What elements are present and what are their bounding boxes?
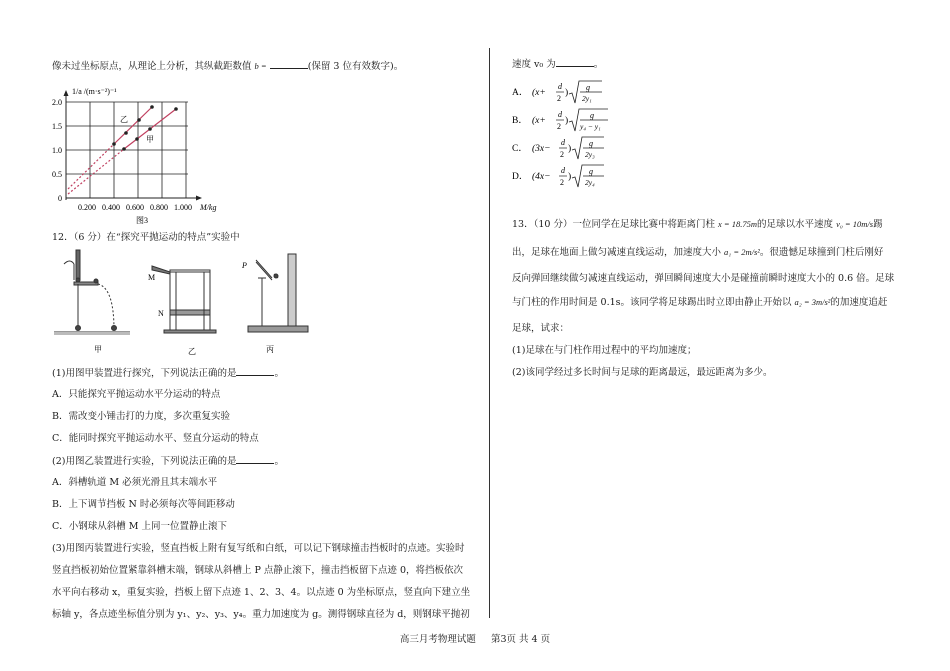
q13-text-4: 与门柱的作用时间是 0.1s。该同学将足球踢出时立即由静止开始以 — [512, 297, 792, 308]
svg-text:(x+: (x+ — [532, 88, 546, 98]
svg-text:(3x−: (3x− — [532, 144, 551, 154]
q12-part2-text: (2)用图乙装置进行实验，下列说法正确的是 — [52, 456, 237, 467]
x-tick: 0.600 — [126, 203, 144, 212]
q12-part3-line: 水平向右移动 x，重复实验，挡板上留下点迹 1、2、3、4。以点迹 0 为坐标原点，竖直向下建立坐 — [52, 587, 471, 598]
svg-text:g: g — [589, 167, 593, 176]
q12-1-option-c: C．能同时探究平抛运动水平、竖直分运动的特点 — [52, 433, 259, 444]
x-tick: 1.000 — [174, 203, 192, 212]
q12-2-option-c: C．小钢球从斜槽 M 上同一位置静止滚下 — [52, 521, 228, 532]
intro-tail: (保留 3 位有效数字)。 — [307, 61, 404, 72]
y-tick: 0 — [58, 194, 62, 203]
svg-text:d: d — [561, 166, 565, 175]
intro-text: 像未过坐标原点，从理论上分析，其纵截距数值 — [52, 61, 252, 72]
label-N: N — [158, 309, 164, 318]
svg-text:d: d — [558, 110, 562, 119]
label-P: P — [242, 261, 247, 270]
svg-text:(x+: (x+ — [532, 116, 546, 126]
series-label-yi: 乙 — [120, 115, 128, 124]
option-d — [512, 162, 632, 190]
series-jia-dashed — [68, 149, 124, 194]
label-jia: 甲 — [94, 345, 102, 354]
svg-text:2: 2 — [557, 94, 561, 103]
svg-text:d: d — [561, 138, 565, 147]
footer-page: 第3页 共 4 页 — [490, 634, 551, 645]
svg-text:2: 2 — [560, 150, 564, 159]
label-M: M — [148, 273, 156, 282]
x-unit: M/kg — [200, 203, 217, 212]
q12-2-option-b: B．上下调节挡板 N 时必须每次等间距移动 — [52, 499, 235, 510]
y-tick: 2.0 — [52, 98, 62, 107]
continuation-line — [512, 57, 603, 71]
y-tick: 1.5 — [52, 122, 62, 131]
svg-text:g: g — [589, 139, 593, 148]
q13-text-2b: 。很遗憾足球撞到门柱后刚好 — [759, 247, 884, 258]
apparatus-figures — [52, 248, 322, 360]
svg-text:g: g — [586, 83, 590, 92]
intro-b: b = — [254, 61, 267, 71]
q12-1-option-b: B．需改变小锤击打的力度，多次重复实验 — [52, 411, 230, 422]
svg-text:A．: A． — [512, 88, 529, 98]
svg-text:d: d — [558, 82, 562, 91]
q12-part1 — [52, 366, 284, 380]
q13-text-2: 出，足球在地面上做匀减速直线运动，加速度大小 — [512, 247, 722, 258]
page-footer — [0, 631, 950, 645]
formula-a — [512, 78, 632, 106]
q12-part3-line: (3)用图丙装置进行实验，竖直挡板上附有复写纸和白纸，可以记下钢球撞击挡板时的点迹。实验时 — [52, 543, 465, 554]
graph-figure-3 — [48, 82, 248, 232]
q13-line-4 — [512, 296, 887, 309]
apparatus-jia — [54, 250, 130, 335]
q13-accel-2: a₂ = 3m/s² — [794, 297, 831, 307]
q12-part1-end: 。 — [274, 368, 284, 379]
formula-d — [512, 162, 632, 190]
y-axis-label: 1/a /(m·s⁻²)⁻¹ — [72, 87, 117, 96]
q12-part1-text: (1)用图甲装置进行探究，下列说法正确的是 — [52, 368, 237, 379]
series-yi-dashed — [68, 144, 114, 189]
svg-text:2y₃: 2y₃ — [585, 150, 595, 159]
svg-text:): ) — [568, 144, 572, 154]
formula-b — [512, 106, 632, 134]
answer-blank-2 — [236, 454, 274, 464]
svg-text:2: 2 — [560, 178, 564, 187]
continuation-end: 。 — [593, 59, 604, 70]
svg-text:C．: C． — [512, 144, 528, 154]
formula-c — [512, 134, 632, 162]
series-label-jia: 甲 — [146, 135, 154, 144]
q12-part3-line: 标轴 y，各点迹坐标值分别为 y₁、y₂、y₃、y₄。重力加速度为 g。测得钢球直径为 d，则钢球平抛初 — [52, 609, 470, 620]
svg-text:(4x−: (4x− — [532, 172, 551, 182]
q13-accel-1: a₁ = 2m/s² — [724, 247, 760, 257]
svg-text:2: 2 — [557, 122, 561, 131]
svg-text:y₄ − y₁: y₄ − y₁ — [580, 122, 601, 131]
footer-title: 高三月考物理试题 — [399, 634, 476, 645]
svg-text:): ) — [568, 172, 572, 182]
answer-blank-1 — [236, 366, 274, 376]
q12-part2 — [52, 454, 284, 468]
apparatus-bing — [248, 254, 308, 332]
svg-text:): ) — [565, 88, 569, 98]
answer-blank-v0 — [556, 57, 594, 67]
column-divider — [489, 48, 490, 618]
label-yi: 乙 — [188, 347, 196, 356]
apparatus-yi — [152, 266, 216, 333]
svg-text:2y₄: 2y₄ — [585, 178, 595, 187]
x-tick: 0.200 — [78, 203, 96, 212]
data-points — [112, 105, 178, 151]
continuation-text: 速度 v₀ 为 — [512, 59, 556, 70]
option-b — [512, 106, 632, 134]
svg-text:B．: B． — [512, 116, 528, 126]
q13-line-3: 反向弹回继续做匀减速直线运动，弹回瞬间速度大小是碰撞前瞬时速度大小的 0.6 倍。足球 — [512, 273, 895, 284]
x-tick: 0.400 — [102, 203, 120, 212]
svg-text:D．: D． — [512, 172, 529, 182]
intro-line — [52, 59, 403, 73]
svg-text:2y₁: 2y₁ — [582, 94, 592, 103]
q13-text-4b: 的加速度追赶 — [830, 297, 888, 308]
svg-text:): ) — [565, 116, 569, 126]
q12-2-option-a: A．斜槽轨道 M 必须光滑且其末端水平 — [52, 477, 218, 488]
q13-line-1 — [512, 218, 883, 231]
q13-line-2 — [512, 246, 883, 259]
q12-part2-end: 。 — [274, 456, 284, 467]
q12-title: 12．（6 分）在“探究平抛运动的特点”实验中 — [52, 232, 240, 243]
q13-sub-1: (1)足球在与门柱作用过程中的平均加速度； — [512, 345, 697, 356]
q13-distance: x = 18.75m — [717, 219, 758, 229]
x-tick: 0.800 — [150, 203, 168, 212]
figure-caption: 图3 — [136, 216, 148, 225]
q12-part3-line: 竖直挡板初始位置紧靠斜槽末端，钢球从斜槽上 P 点静止滚下，撞击挡板留下点迹 0，将挡板依次 — [52, 565, 463, 576]
option-a — [512, 78, 632, 106]
y-tick: 0.5 — [52, 170, 62, 179]
label-bing: 丙 — [266, 345, 274, 354]
q13-text-1b: 的足球以水平速度 — [757, 219, 834, 230]
svg-text:g: g — [590, 111, 594, 120]
q13-speed: v₀ = 10m/s — [836, 219, 874, 229]
q12-1-option-a: A．只能探究平抛运动水平分运动的特点 — [52, 389, 221, 400]
answer-blank-b — [270, 59, 308, 69]
q13-line-5: 足球，试求： — [512, 323, 570, 334]
q13-text-1: 13．（10 分）一位同学在足球比赛中将距离门柱 — [512, 219, 715, 230]
option-c — [512, 134, 632, 162]
q13-sub-2: (2)该同学经过多长时间与足球的距离最远，最远距离为多少。 — [512, 367, 773, 378]
y-tick: 1.0 — [52, 146, 62, 155]
q13-text-1c: 踢 — [873, 219, 883, 230]
